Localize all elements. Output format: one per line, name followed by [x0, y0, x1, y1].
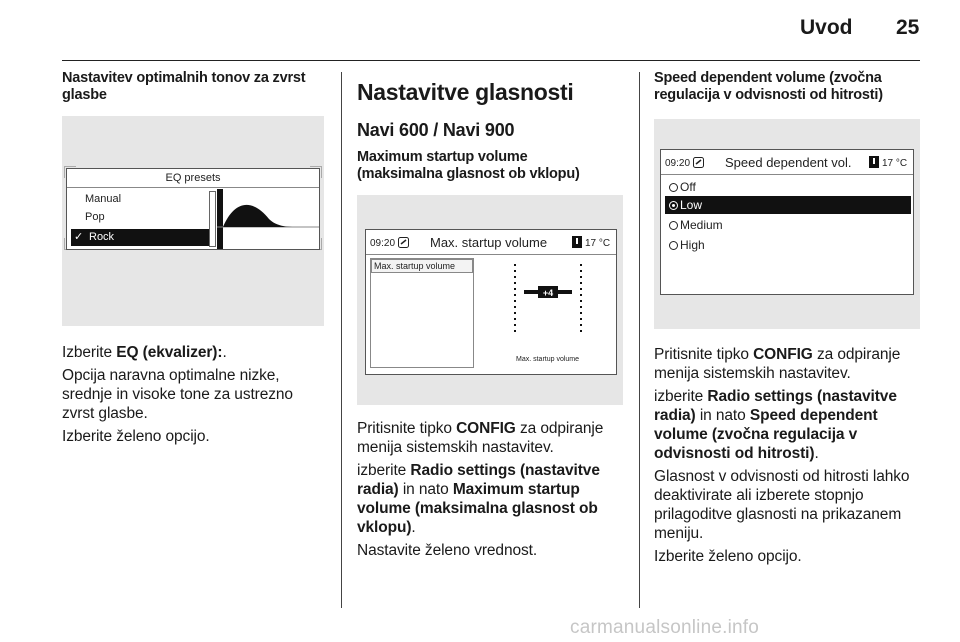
outside-temperature: 17 °C — [585, 238, 611, 249]
watermark: carmanualsonline.info — [570, 617, 760, 638]
speed-volume-screenshot — [654, 119, 920, 329]
volume-paragraph-2: izberite Radio settings (nastavitve radia) in nato Maximum startup volume (maksimalna glasnost ob vklopu). — [357, 462, 600, 536]
page-header — [0, 0, 960, 62]
volume-value: +4 — [542, 288, 554, 298]
column-volume — [357, 70, 625, 560]
eq-display — [66, 168, 320, 250]
max-startup-screenshot — [357, 195, 623, 405]
eq-option-rock-label: Rock — [89, 231, 115, 243]
speed-paragraph-4: Izberite želeno opcijo. — [654, 548, 802, 565]
option-low[interactable]: Low — [665, 196, 911, 214]
speed-paragraph-1: Pritisnite tipko CONFIG za odpiranje menija sistemskih nastavitev. — [654, 346, 901, 382]
radio-icon — [669, 183, 678, 192]
volume-section-title: Nastavitve glasnosti — [357, 79, 574, 105]
option-off[interactable]: Off — [665, 178, 911, 196]
speed-volume-heading-1: Speed dependent volume (zvočna — [654, 70, 882, 86]
max-startup-display-title: Max. startup volume — [430, 235, 548, 250]
radio-icon — [669, 221, 678, 230]
eq-paragraph-3: Izberite želeno opcijo. — [62, 428, 210, 445]
speed-volume-display — [660, 149, 914, 295]
column-eq — [62, 70, 324, 446]
config-key: CONFIG — [456, 420, 516, 437]
column-divider-1 — [341, 72, 342, 608]
clock-time: 09:20 — [370, 238, 396, 249]
eq-scrollbar[interactable] — [209, 191, 216, 247]
page-number: 25 — [896, 16, 920, 39]
thermometer-icon — [869, 156, 879, 168]
volume-paragraph-1: Pritisnite tipko CONFIG za odpiranje menija sistemskih nastavitev. — [357, 420, 604, 456]
menu-item-max-startup-volume[interactable]: Max. startup volume — [371, 259, 473, 273]
max-startup-display — [365, 229, 617, 375]
eq-option-manual[interactable]: Manual — [85, 193, 122, 205]
eq-curve-graphic — [217, 189, 319, 249]
speed-paragraph-2: izberite Radio settings (nastavitve radia) in nato Speed dependent volume (zvočna regulacija v odvisnosti od hitrosti). — [654, 388, 897, 462]
config-key: CONFIG — [753, 346, 813, 363]
eq-paragraph-2: Opcija naravna optimalne nizke, srednje in visoke tone za ustrezno zvrst glasbe. — [62, 367, 293, 422]
volume-slider-caption: Max. startup volume — [516, 356, 580, 363]
option-medium[interactable]: Medium — [665, 216, 911, 234]
eq-option-rock[interactable] — [71, 229, 209, 246]
speed-volume-display-title: Speed dependent vol. — [725, 155, 852, 170]
eq-display-title: EQ presets — [165, 172, 221, 184]
eq-screenshot — [62, 116, 324, 326]
speed-paragraph-3: Glasnost v odvisnosti od hitrosti lahko deaktivirate ali izberete stopnjo prilagoditve glasnosti na prikazanem meniju. — [654, 468, 910, 542]
eq-paragraph-1: Izberite EQ (ekvalizer):. — [62, 344, 227, 361]
column-speed-volume — [654, 70, 922, 566]
volume-section-subtitle: Navi 600 / Navi 900 — [357, 120, 515, 140]
compass-icon — [398, 237, 409, 248]
max-startup-heading-2: (maksimalna glasnost ob vklopu) — [357, 166, 580, 182]
speed-volume-heading-2: regulacija v odvisnosti od hitrosti) — [654, 87, 883, 103]
thermometer-icon — [572, 236, 582, 248]
option-high[interactable]: High — [665, 236, 911, 254]
radio-selected-icon — [669, 201, 678, 210]
volume-paragraph-3: Nastavite želeno vrednost. — [357, 542, 538, 559]
column-divider-2 — [639, 72, 640, 608]
outside-temperature: 17 °C — [882, 158, 908, 169]
eq-option-pop[interactable]: Pop — [85, 211, 105, 223]
page-title: Uvod — [800, 16, 853, 39]
header-rule — [62, 60, 920, 61]
compass-icon — [693, 157, 704, 168]
radio-icon — [669, 241, 678, 250]
check-icon: ✓ — [74, 231, 84, 243]
eq-option-name: EQ (ekvalizer): — [116, 344, 223, 361]
max-startup-heading-1: Maximum startup volume — [357, 149, 528, 165]
clock-time: 09:20 — [665, 158, 691, 169]
eq-heading: Nastavitev optimalnih tonov za zvrst glasbe — [62, 70, 306, 103]
volume-slider[interactable] — [504, 260, 614, 360]
